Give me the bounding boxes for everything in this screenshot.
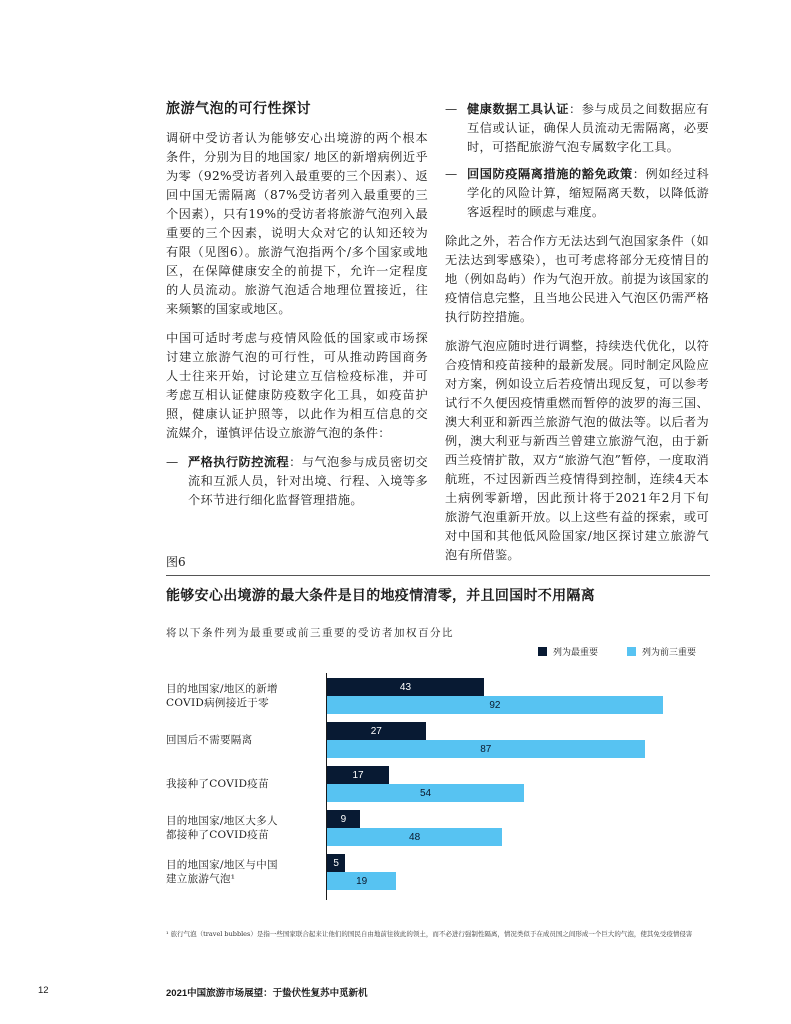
bar-most-important	[327, 854, 345, 872]
bar-most-important	[327, 678, 484, 696]
bullet-title: 严格执行防控流程	[188, 455, 290, 469]
legend-label: 列为最重要	[553, 648, 599, 658]
bar-value-label: 9	[340, 813, 347, 825]
figure-label: 图6	[166, 555, 186, 569]
dash-marker: —	[445, 102, 458, 116]
bullet-health-data	[445, 100, 709, 157]
bullet-title: 健康数据工具认证	[467, 102, 569, 116]
bar-value-label: 48	[409, 831, 421, 843]
figure-subtitle: 将以下条件列为最重要或前三重要的受访者加权百分比	[166, 627, 454, 639]
paragraph-4: 旅游气泡应随时进行调整，持续迭代优化，以符合疫情和疫苗接种的最新发展。同时制定风险应对方案，例如设立后若疫情出现反复，可以参考试行不久便因疫情重燃而暂停的波罗的海三国、澳大利亚和新西兰旅游气泡的做法等。以后者为例，澳大利亚与新西兰曾建立旅游气泡，由于新西兰疫情扩散，双方“旅游气泡”暂停，一度取消航班，不过因新西兰疫情得到控制，连续4天本土病例零新增，因此预计将于2021年2月下旬旅游气泡重新开放。以上这些有益的探索，或可对中国和其他低风险国家/地区探讨建立旅游气泡有所借鉴。	[445, 339, 709, 562]
paragraph-1: 调研中受访者认为能够安心出境游的两个根本条件，分别为目的地国家/ 地区的新增病例近乎为零（92%受访者列入最重要的三个因素）、返回中国无需隔离（87%受访者列入最重要的三个因素），只有19%的受访者将旅游气泡列入最重要的三个因素，说明大众对它的认知还较为有限（见图6）。旅游气泡指两个/多个国家或地区，在保障健康安全的前提下，允许一定程度的人员流动。旅游气泡适合地理位置接近，往来频繁的国家或地区。	[166, 131, 428, 316]
legend-label: 列为前三重要	[642, 648, 697, 658]
category-label: 目的地国家/地区的新增 COVID病例接近于零	[166, 683, 278, 709]
figure-rule	[166, 575, 710, 576]
bar-value-label: 92	[489, 699, 501, 711]
bar-top-three	[327, 784, 524, 802]
bullet-strict-control	[166, 453, 428, 510]
dash-marker: —	[445, 167, 458, 181]
bar-top-three	[327, 740, 645, 758]
bar-value-label: 87	[480, 743, 492, 755]
bullet-quarantine-exemption	[445, 165, 709, 222]
bar-value-label: 27	[370, 725, 382, 737]
chart-axis	[326, 673, 327, 900]
right-column	[445, 100, 709, 575]
legend-most-important	[538, 645, 598, 658]
dash-marker: —	[166, 455, 179, 469]
bullet-title: 回国防疫隔离措施的豁免政策	[467, 167, 633, 181]
bar-value-label: 5	[333, 857, 339, 869]
bar-top-three	[327, 828, 502, 846]
bar-top-three	[327, 696, 663, 714]
left-column	[166, 100, 428, 518]
footnote: ¹ 旅行气泡（travel bubbles）是指一些国家联合起来让他们的国民自由地前往彼此的领土，而不必进行强制性隔离，情况类似于在成员国之间形成一个巨大的气泡，使其免受疫情侵害	[166, 930, 693, 938]
bar-top-three	[327, 872, 396, 890]
bar-value-label: 19	[356, 875, 368, 887]
bar-most-important	[327, 810, 360, 828]
figure-title: 能够安心出境游的最大条件是目的地疫情清零，并且回国时不用隔离	[166, 588, 595, 604]
legend-swatch-dark	[538, 647, 547, 656]
bar-most-important	[327, 722, 426, 740]
bar-value-label: 17	[352, 769, 364, 781]
category-label: 回国后不需要隔离	[166, 734, 253, 746]
bullet-text: ：与气泡参与成员密切交流和互派人员，针对出境、行程、入境等多个环节进行细化监督管理措施。	[188, 455, 428, 507]
legend-swatch-light	[627, 647, 636, 656]
publication-title: 2021中国旅游市场展望：于蛰伏性复苏中觅新机	[166, 988, 368, 999]
paragraph-3: 除此之外，若合作方无法达到气泡国家条件（如无法达到零感染），也可考虑将部分无疫情目的地（例如岛屿）作为气泡开放。前提为该国家的疫情信息完整，且当地公民进入气泡区仍需严格执行防控措施。	[445, 234, 709, 324]
section-heading: 旅游气泡的可行性探讨	[166, 101, 311, 117]
legend-top-three	[627, 645, 696, 658]
paragraph-2: 中国可适时考虑与疫情风险低的国家或市场探讨建立旅游气泡的可行性，可从推动跨国商务人士往来开始，讨论建立互信检疫标准，并可考虑互相认证健康防疫数字化工具，如疫苗护照，健康认证护照等，以此作为相互信息的交流媒介，谨慎评估设立旅游气泡的条件：	[166, 331, 428, 440]
bullet-text: ：例如经过科学化的风险计算，缩短隔离天数，以降低游客返程时的顾虑与难度。	[467, 167, 709, 219]
category-label: 目的地国家/地区大多人 都接种了COVID疫苗	[166, 815, 278, 841]
bullet-text: ：参与成员之间数据应有互信或认证，确保人员流动无需隔离，必要时，可搭配旅游气泡专属数字化工具。	[467, 102, 709, 154]
bar-value-label: 54	[419, 787, 432, 799]
category-label: 目的地国家/地区与中国 建立旅游气泡¹	[166, 859, 278, 885]
bar-value-label: 43	[399, 681, 412, 693]
category-label: 我接种了COVID疫苗	[166, 778, 269, 790]
page-number: 12	[38, 985, 49, 996]
bar-most-important	[327, 766, 389, 784]
